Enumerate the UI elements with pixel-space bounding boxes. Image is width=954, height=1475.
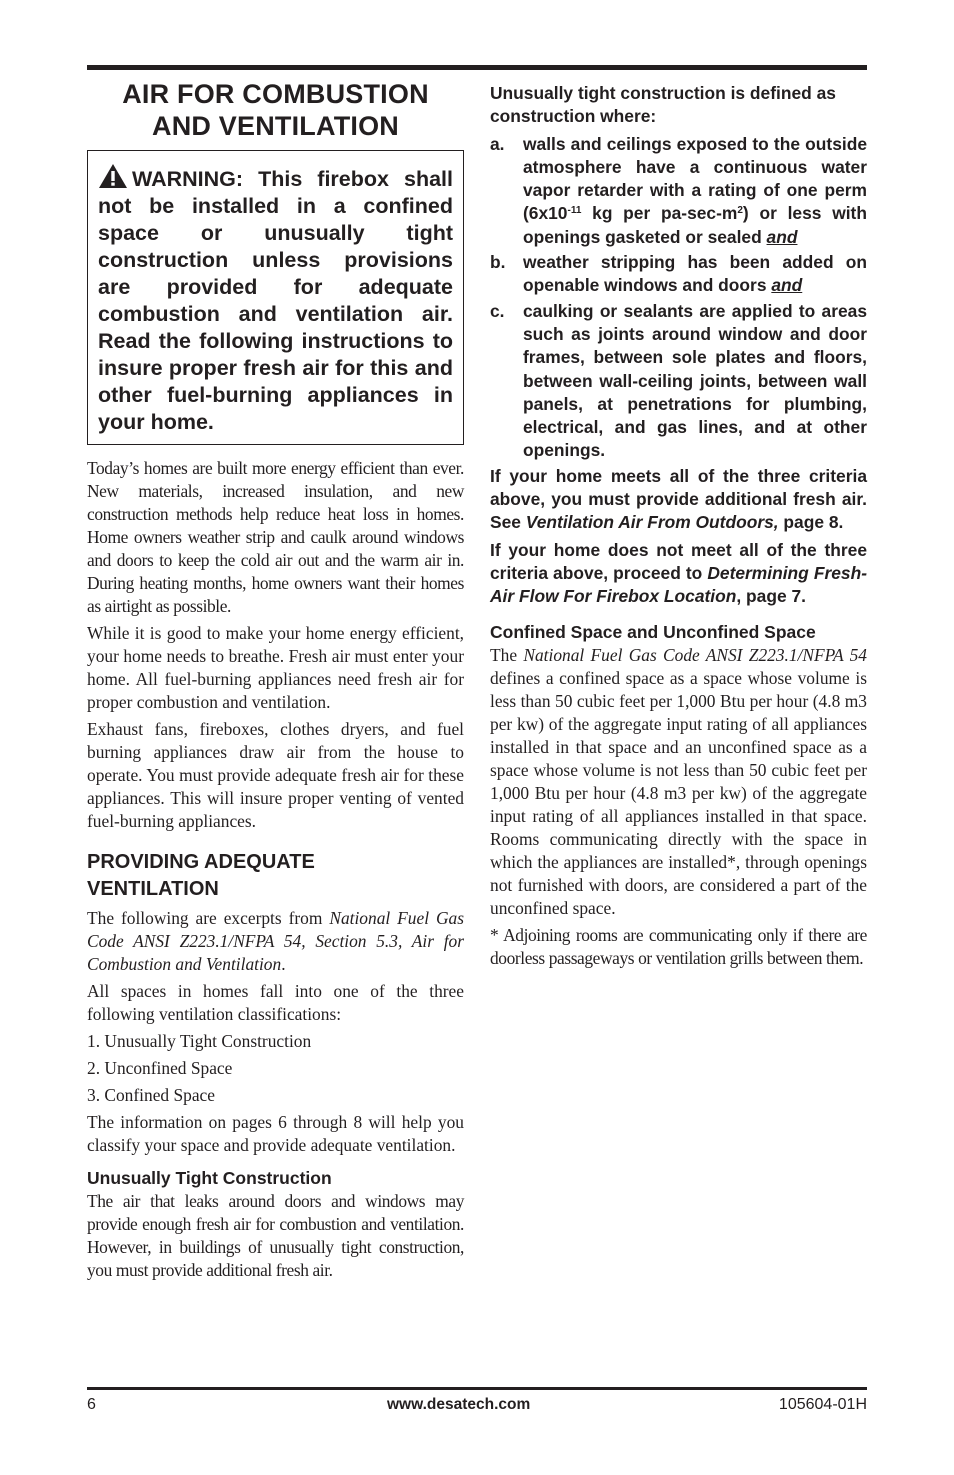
intro-paragraph-1: Today’s homes are built more energy efficient than ever. New materials, increased insulation, and new construction methods help reduce heat loss in homes. Home owners weather strip and caulk around windows and doors to keep the cold air out and the warm air in. During heating months, home owners want their homes as airtight as possible. bbox=[87, 458, 464, 616]
criteria-item-a: a. walls and ceilings exposed to the outside atmosphere have a continuous water vapor retarder with a rating of one perm ($6x10^{-11}$ kg per $pa-\sec-m^2$) or less with openings gasketed or sealed and bbox=[490, 133, 867, 247]
tight-definition-intro: Unusually tight construction is defined as construction where: bbox=[490, 83, 836, 127]
warning-triangle-icon bbox=[98, 163, 128, 189]
tight-construction-paragraph: The air that leaks around doors and windows may provide enough fresh air for combustion and ventilation. However, in buildings of unusually tight construction, you must provide additional fresh air. bbox=[87, 1191, 464, 1280]
info-paragraph: The information on pages 6 through 8 will help you classify your space and provide adequate ventilation. bbox=[87, 1112, 464, 1155]
criteria-item-b: b. weather stripping has been added on openable windows and doors and bbox=[490, 252, 867, 296]
criteria-item-c: c. caulking or sealants are applied to areas such as joints around window and door frames, between sole plates and floors, between wall-ceiling joints, between wall panels, at penetrations for plumbing, electrical, and gas lines, and at other openings. bbox=[490, 300, 867, 461]
intro-paragraph-3: Exhaust fans, fireboxes, clothes dryers, and fuel burning appliances draw air from the house to operate. You must provide adequate fresh air for these appliances. This will insure proper venting of vented fuel-burning appliances. bbox=[87, 719, 464, 831]
excerpt-paragraph: The following are excerpts from National Fuel Gas Code ANSI Z223.1/NFPA 54, Section 5.3, Air for Combustion and Ventilation. bbox=[87, 908, 464, 974]
bottom-rule bbox=[87, 1387, 867, 1390]
top-rule bbox=[87, 65, 867, 70]
website-link[interactable]: www.desatech.com bbox=[387, 1396, 531, 1413]
subheading-confined-space: Confined Space and Unconfined Space bbox=[490, 621, 816, 642]
warning-text: WARNING: This firebox shall not be installed in a confined space or unusually tight construction unless provisions are provided for adequate combustion and ventilation air. Read the following instructions to insure proper fresh air for this and other fuel-burning appliances in your home. bbox=[98, 167, 453, 434]
right-column bbox=[490, 82, 867, 974]
classifications-intro: All spaces in homes fall into one of the three following ventilation classifications: bbox=[87, 981, 464, 1024]
classification-item-2: 2. Unconfined Space bbox=[87, 1058, 233, 1078]
classification-item-3: 3. Confined Space bbox=[87, 1085, 215, 1105]
page-number: 6 bbox=[87, 1396, 96, 1413]
confined-space-paragraph: The National Fuel Gas Code ANSI Z223.1/NFPA 54 defines a confined space as a space whose volume is less than 50 cubic feet per 1,000 Btu per hour (4.8 m3 per kw) of the aggregate input rating of all appliances installed in that space and an unconfined space as a space whose volume is not less than 50 cubic feet per 1,000 Btu per hour (4.8 m3 per kw) of the aggregate input rating of all appliances installed in that space. Rooms communicating directly with the space in which the appliances are installed*, through openings not furnished with doors, are considered a part of the unconfined space. bbox=[490, 644, 868, 918]
footnote-paragraph: * Adjoining rooms are communicating only if there are doorless passageways or ventilation grills between them. bbox=[490, 924, 867, 968]
section-heading-ventilation: PROVIDING ADEQUATE VENTILATION bbox=[87, 851, 315, 900]
page-title: AIR FOR COMBUSTION AND VENTILATION bbox=[122, 79, 429, 141]
meets-criteria-paragraph: If your home meets all of the three criteria above, you must provide additional fresh air. See Ventilation Air From Outdoors, page 8. bbox=[490, 465, 867, 533]
classification-item-1: 1. Unusually Tight Construction bbox=[87, 1031, 312, 1051]
intro-paragraph-2: While it is good to make your home energy efficient, your home needs to breathe. Fresh air must enter your home. All fuel-burning appliances need fresh air for proper combustion and ventilation. bbox=[87, 623, 464, 712]
subheading-tight-construction: Unusually Tight Construction bbox=[87, 1168, 332, 1188]
document-code: 105604-01H bbox=[778, 1396, 867, 1413]
warning-box bbox=[87, 150, 464, 445]
not-meet-criteria-paragraph: If your home does not meet all of the three criteria above, proceed to Determining Fresh-Air Flow For Firebox Location, page 7. bbox=[490, 539, 867, 607]
left-column bbox=[87, 78, 464, 1286]
